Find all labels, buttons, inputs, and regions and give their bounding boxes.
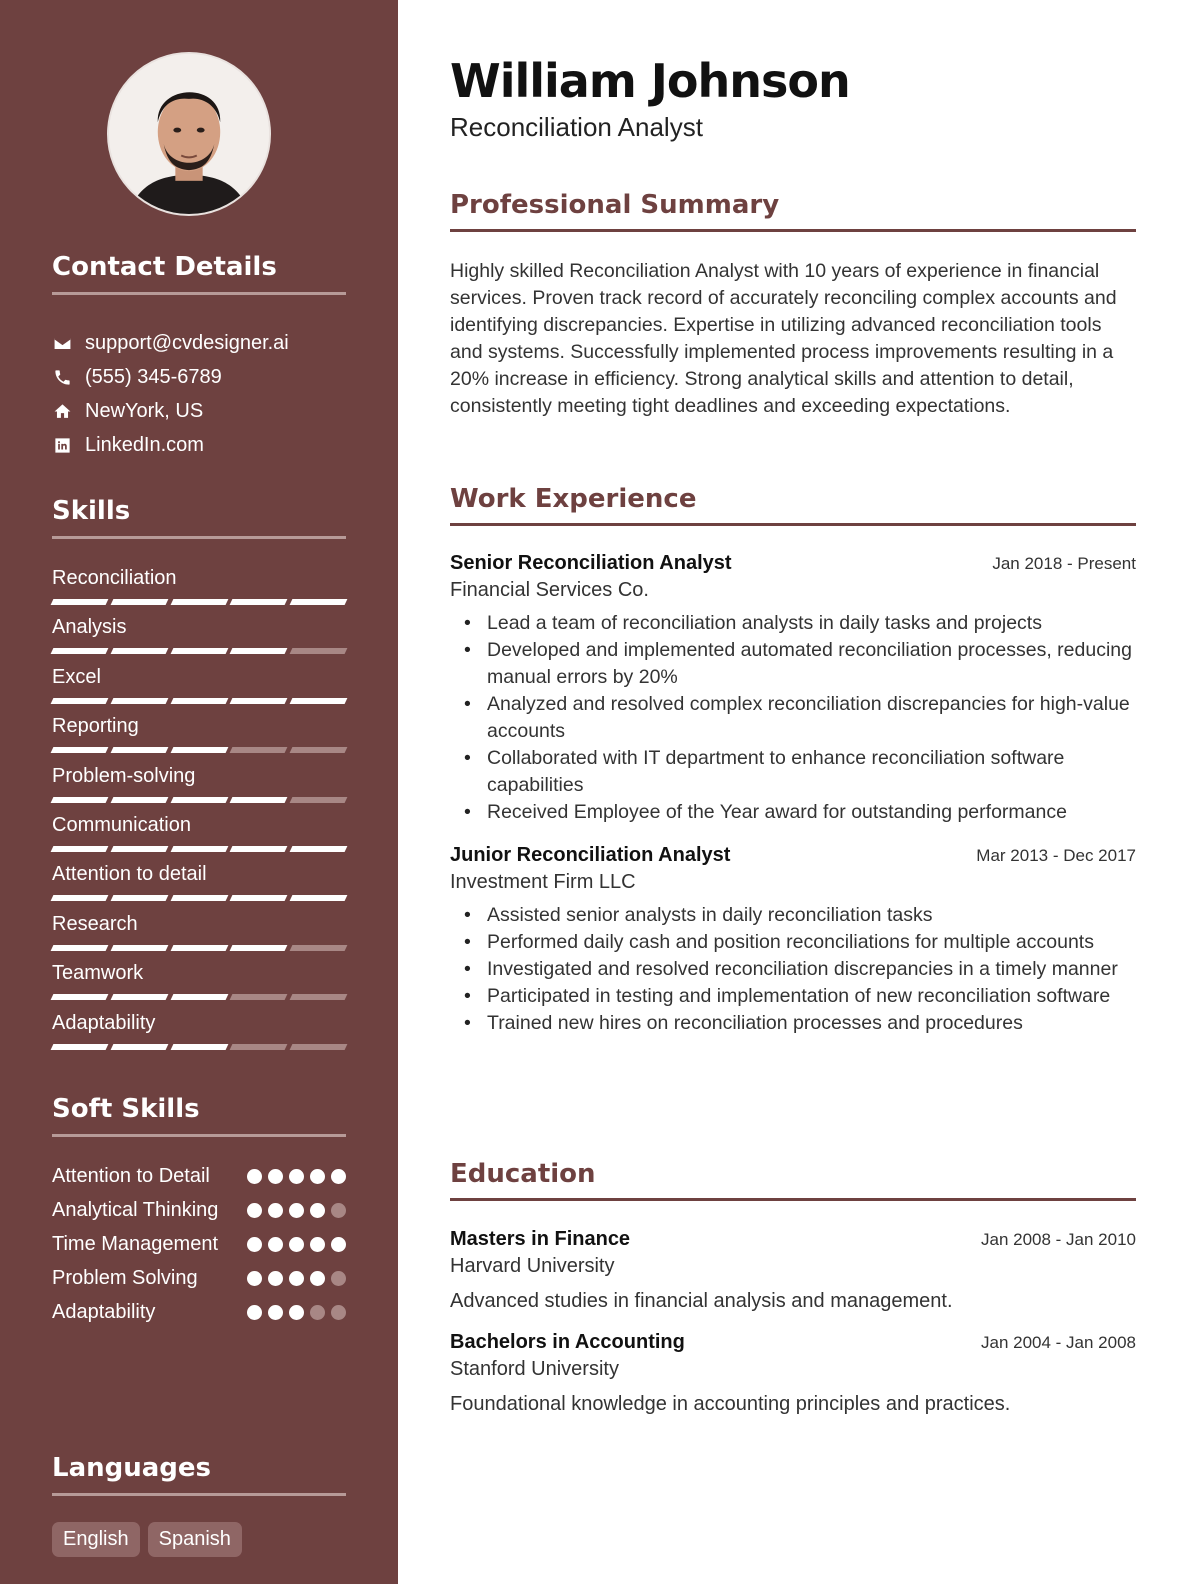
skill-level-segment bbox=[230, 846, 288, 852]
skill-item bbox=[52, 911, 346, 960]
education-heading: Education bbox=[450, 1159, 1136, 1201]
soft-skill-item bbox=[52, 1197, 346, 1224]
skill-level-bar bbox=[52, 895, 346, 901]
skill-level-segment bbox=[51, 747, 109, 753]
rating-dot bbox=[331, 1271, 346, 1286]
skill-level-segment bbox=[170, 994, 228, 1000]
degree-dates: Jan 2004 - Jan 2008 bbox=[980, 1333, 1136, 1352]
rating-dot bbox=[289, 1271, 304, 1286]
skill-level-bar bbox=[52, 797, 346, 803]
soft-skill-name: Analytical Thinking bbox=[52, 1199, 219, 1221]
skill-name: Attention to detail bbox=[52, 863, 207, 886]
contact-linkedin[interactable] bbox=[52, 428, 352, 462]
skill-name: Communication bbox=[52, 813, 191, 836]
skill-level-segment bbox=[110, 895, 168, 901]
rating-dot bbox=[310, 1169, 325, 1184]
job-company: Investment Firm LLC bbox=[450, 871, 636, 893]
skill-level-segment bbox=[230, 945, 288, 951]
job-dates: Mar 2013 - Dec 2017 bbox=[976, 846, 1136, 865]
skill-level-segment bbox=[110, 698, 168, 704]
languages-list bbox=[52, 1522, 242, 1557]
rating-dot bbox=[310, 1237, 325, 1252]
rating-dot bbox=[247, 1203, 262, 1218]
skill-level-segment bbox=[230, 1044, 288, 1050]
job-entry bbox=[450, 552, 1136, 826]
soft-skill-item bbox=[52, 1231, 346, 1258]
location-text: NewYork, US bbox=[85, 399, 204, 422]
skill-level-segment bbox=[290, 698, 348, 704]
email-text: support@cvdesigner.ai bbox=[85, 331, 289, 354]
rating-dot bbox=[247, 1305, 262, 1320]
summary-heading: Professional Summary bbox=[450, 190, 1136, 232]
skill-name: Teamwork bbox=[52, 962, 144, 985]
soft-skill-name: Attention to Detail bbox=[52, 1165, 210, 1187]
skill-name: Reconciliation bbox=[52, 567, 177, 589]
skill-name: Research bbox=[52, 912, 138, 935]
contact-email[interactable] bbox=[52, 326, 352, 360]
rating-dot bbox=[289, 1237, 304, 1252]
sidebar bbox=[0, 0, 398, 1584]
rating-dot bbox=[331, 1237, 346, 1252]
skill-level-segment bbox=[51, 1044, 109, 1050]
skill-level-segment bbox=[170, 648, 228, 654]
skill-level-segment bbox=[290, 994, 348, 1000]
skill-level-segment bbox=[51, 599, 109, 605]
language-tag: English bbox=[52, 1522, 140, 1557]
soft-skill-name: Problem Solving bbox=[52, 1267, 198, 1289]
skill-item bbox=[52, 1010, 346, 1059]
rating-dot bbox=[310, 1203, 325, 1218]
experience-heading: Work Experience bbox=[450, 484, 1136, 526]
job-bullet: • Analyzed and resolved complex reconciliation discrepancies for high-value accounts bbox=[450, 691, 1136, 745]
skill-name: Adaptability bbox=[52, 1011, 156, 1034]
skill-level-segment bbox=[51, 797, 109, 803]
skill-level-segment bbox=[170, 599, 228, 605]
skill-level-segment bbox=[110, 945, 168, 951]
skill-level-segment bbox=[110, 994, 168, 1000]
education-entry bbox=[450, 1331, 1136, 1416]
skill-level-segment bbox=[170, 698, 228, 704]
skill-level-segment bbox=[51, 945, 109, 951]
skill-level-segment bbox=[170, 945, 228, 951]
skill-level-segment bbox=[170, 1044, 228, 1050]
skill-level-bar bbox=[52, 945, 346, 951]
soft-skill-name: Adaptability bbox=[52, 1301, 156, 1323]
job-bullets bbox=[450, 902, 1136, 1037]
rating-dot bbox=[289, 1203, 304, 1218]
skill-level-segment bbox=[170, 797, 228, 803]
soft-skills-list bbox=[52, 1163, 346, 1333]
skill-item bbox=[52, 565, 346, 614]
job-bullet: • Trained new hires on reconciliation processes and procedures bbox=[450, 1010, 1136, 1037]
school-name: Stanford University bbox=[450, 1358, 619, 1380]
skill-level-segment bbox=[290, 648, 348, 654]
rating-dot bbox=[247, 1169, 262, 1184]
contact-phone[interactable] bbox=[52, 360, 352, 394]
skill-level-bar bbox=[52, 1044, 346, 1050]
skill-item bbox=[52, 763, 346, 812]
skill-level-segment bbox=[51, 994, 109, 1000]
job-company: Financial Services Co. bbox=[450, 579, 649, 601]
skill-level-segment bbox=[170, 895, 228, 901]
skill-level-segment bbox=[170, 747, 228, 753]
skill-level-segment bbox=[230, 895, 288, 901]
skill-item bbox=[52, 960, 346, 1009]
skill-level-segment bbox=[230, 747, 288, 753]
skill-level-segment bbox=[290, 945, 348, 951]
skill-item bbox=[52, 861, 346, 910]
education-entry bbox=[450, 1228, 1136, 1313]
rating-dot bbox=[247, 1271, 262, 1286]
skill-level-segment bbox=[51, 846, 109, 852]
linkedin-icon bbox=[52, 435, 72, 455]
language-tag: Spanish bbox=[148, 1522, 242, 1557]
skill-level-segment bbox=[110, 846, 168, 852]
rating-dot bbox=[268, 1169, 283, 1184]
rating-dot bbox=[268, 1237, 283, 1252]
job-bullet: • Assisted senior analysts in daily reconciliation tasks bbox=[450, 902, 1136, 929]
rating-dot bbox=[268, 1203, 283, 1218]
skill-level-bar bbox=[52, 846, 346, 852]
skill-level-bar bbox=[52, 747, 346, 753]
envelope-icon bbox=[52, 333, 72, 353]
skill-level-segment bbox=[290, 599, 348, 605]
soft-skill-item bbox=[52, 1265, 346, 1292]
skill-level-segment bbox=[290, 895, 348, 901]
degree-title: Bachelors in Accounting bbox=[450, 1331, 685, 1353]
skill-level-segment bbox=[230, 599, 288, 605]
job-bullet: • Collaborated with IT department to enhance reconciliation software capabilities bbox=[450, 745, 1136, 799]
skill-level-bar bbox=[52, 599, 346, 605]
job-bullet: • Performed daily cash and position reconciliations for multiple accounts bbox=[450, 929, 1136, 956]
candidate-name: William Johnson bbox=[450, 54, 850, 108]
soft-skill-rating bbox=[247, 1271, 346, 1286]
soft-skill-rating bbox=[247, 1203, 346, 1218]
soft-skill-rating bbox=[247, 1169, 346, 1184]
degree-description: Foundational knowledge in accounting principles and practices. bbox=[450, 1393, 1011, 1415]
job-bullets bbox=[450, 610, 1136, 826]
degree-description: Advanced studies in financial analysis and management. bbox=[450, 1290, 953, 1312]
skills-list bbox=[52, 565, 346, 1059]
contact-location bbox=[52, 394, 352, 428]
skill-level-segment bbox=[51, 648, 109, 654]
skill-level-segment bbox=[290, 846, 348, 852]
profile-photo bbox=[107, 52, 271, 216]
soft-skill-rating bbox=[247, 1237, 346, 1252]
skill-level-segment bbox=[230, 698, 288, 704]
job-bullet: • Received Employee of the Year award for outstanding performance bbox=[450, 799, 1136, 826]
skill-level-segment bbox=[170, 846, 228, 852]
skill-item bbox=[52, 713, 346, 762]
skill-name: Analysis bbox=[52, 616, 127, 639]
rating-dot bbox=[331, 1169, 346, 1184]
skill-level-segment bbox=[110, 747, 168, 753]
job-title: Junior Reconciliation Analyst bbox=[450, 844, 731, 866]
candidate-role: Reconciliation Analyst bbox=[450, 112, 703, 142]
summary-text: Highly skilled Reconciliation Analyst with 10 years of experience in financial services. Proven track record of accurately reconciling complex accounts and identifying discrepancies. Expertise in utilizing advanced reconciliation tools and systems. Successfully implemented process improvements resulting in a 20% increase in efficiency. Strong analytical skills and attention to detail, consistently meeting tight deadlines and exceeding expectations. bbox=[450, 260, 1117, 417]
rating-dot bbox=[268, 1305, 283, 1320]
job-entry bbox=[450, 844, 1136, 1037]
job-dates: Jan 2018 - Present bbox=[992, 554, 1136, 573]
degree-dates: Jan 2008 - Jan 2010 bbox=[980, 1230, 1136, 1249]
person-portrait-icon bbox=[109, 54, 269, 214]
soft-skills-heading: Soft Skills bbox=[52, 1094, 346, 1137]
rating-dot bbox=[247, 1237, 262, 1252]
soft-skill-name: Time Management bbox=[52, 1233, 218, 1255]
skill-level-segment bbox=[110, 648, 168, 654]
skill-level-segment bbox=[290, 797, 348, 803]
rating-dot bbox=[289, 1169, 304, 1184]
skill-level-segment bbox=[110, 1044, 168, 1050]
contact-list bbox=[52, 326, 352, 462]
school-name: Harvard University bbox=[450, 1255, 615, 1277]
rating-dot bbox=[268, 1271, 283, 1286]
soft-skill-item bbox=[52, 1299, 346, 1326]
rating-dot bbox=[310, 1271, 325, 1286]
skill-level-segment bbox=[110, 599, 168, 605]
skill-item bbox=[52, 812, 346, 861]
skill-item bbox=[52, 664, 346, 713]
skill-level-segment bbox=[230, 648, 288, 654]
skill-name: Problem-solving bbox=[52, 764, 196, 787]
job-bullet: • Developed and implemented automated reconciliation processes, reducing manual errors by 20% bbox=[450, 637, 1136, 691]
soft-skill-rating bbox=[247, 1305, 346, 1320]
job-bullet: • Participated in testing and implementation of new reconciliation software bbox=[450, 983, 1136, 1010]
skill-name: Excel bbox=[52, 665, 101, 688]
phone-icon bbox=[52, 367, 72, 387]
phone-text: (555) 345-6789 bbox=[85, 365, 222, 388]
rating-dot bbox=[331, 1305, 346, 1320]
skill-level-segment bbox=[230, 797, 288, 803]
degree-title: Masters in Finance bbox=[450, 1228, 631, 1250]
linkedin-text: LinkedIn.com bbox=[85, 433, 204, 456]
skill-level-segment bbox=[290, 1044, 348, 1050]
languages-heading: Languages bbox=[52, 1453, 346, 1496]
skill-level-segment bbox=[290, 747, 348, 753]
skill-level-bar bbox=[52, 698, 346, 704]
job-bullet: • Lead a team of reconciliation analysts in daily tasks and projects bbox=[450, 610, 1136, 637]
job-title: Senior Reconciliation Analyst bbox=[450, 552, 732, 574]
job-bullet: • Investigated and resolved reconciliation discrepancies in a timely manner bbox=[450, 956, 1136, 983]
rating-dot bbox=[310, 1305, 325, 1320]
contact-heading: Contact Details bbox=[52, 252, 346, 295]
skill-level-bar bbox=[52, 648, 346, 654]
skill-item bbox=[52, 614, 346, 663]
rating-dot bbox=[289, 1305, 304, 1320]
skill-level-segment bbox=[51, 698, 109, 704]
skill-name: Reporting bbox=[52, 715, 139, 738]
skill-level-segment bbox=[110, 797, 168, 803]
soft-skill-item bbox=[52, 1163, 346, 1190]
skill-level-segment bbox=[230, 994, 288, 1000]
rating-dot bbox=[331, 1203, 346, 1218]
skill-level-segment bbox=[51, 895, 109, 901]
skills-heading: Skills bbox=[52, 496, 346, 539]
home-icon bbox=[52, 401, 72, 421]
skill-level-bar bbox=[52, 994, 346, 1000]
